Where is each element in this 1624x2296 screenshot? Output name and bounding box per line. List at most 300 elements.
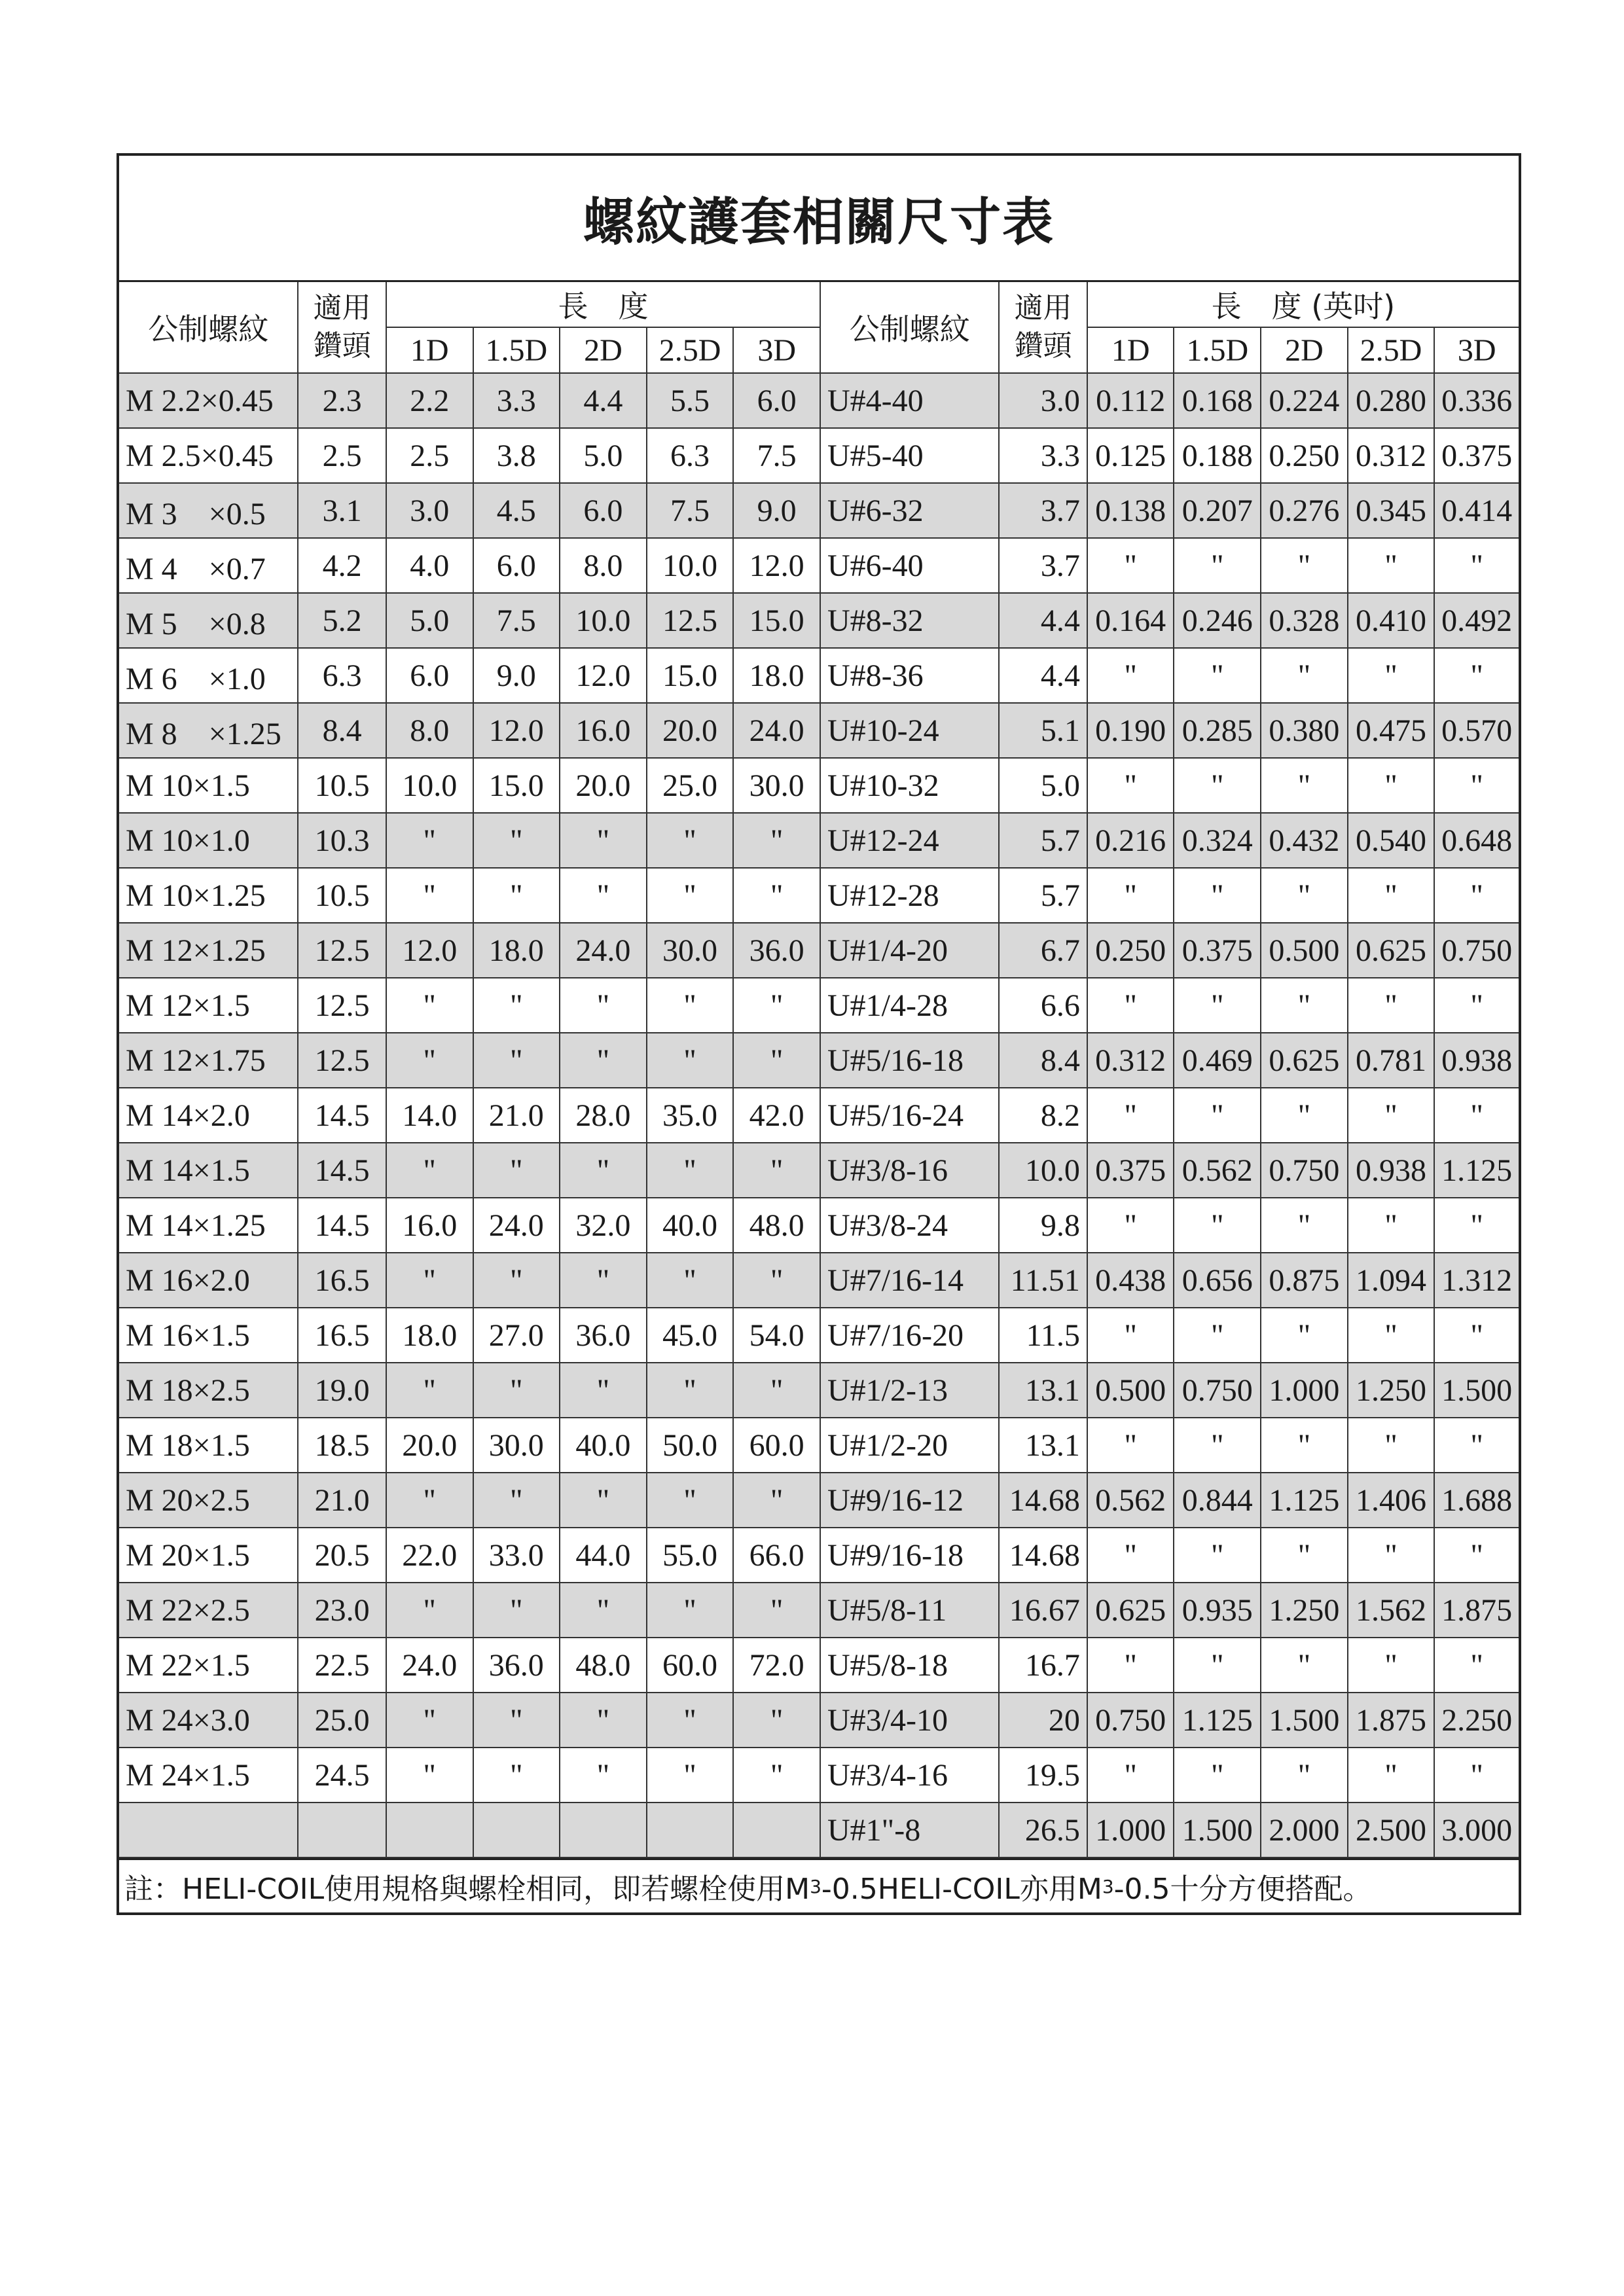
metric-thread-cell [119,1803,298,1857]
inch-length-cell: " [1261,1528,1348,1583]
metric-length-cell: " [733,1253,820,1308]
metric-length-cell [560,1803,647,1857]
inch-length-cell: 2.000 [1261,1803,1348,1857]
metric-length-cell: 8.0 [560,538,647,593]
unified-drill-cell: 3.3 [999,428,1087,483]
metric-drill-cell: 22.5 [298,1638,386,1693]
metric-length-cell: " [647,1143,734,1198]
metric-drill-cell: 10.5 [298,758,386,813]
metric-drill-cell: 18.5 [298,1418,386,1473]
table-row [119,428,1519,483]
inch-length-cell: 0.625 [1087,1583,1174,1638]
table-row [119,538,1519,593]
metric-length-cell: 24.0 [386,1638,473,1693]
metric-length-cell: 44.0 [560,1528,647,1583]
inch-length-cell: " [1087,648,1174,703]
metric-length-cell: " [647,868,734,923]
metric-drill-cell: 12.5 [298,978,386,1033]
inch-length-cell: " [1087,1308,1174,1363]
metric-drill-cell: 14.5 [298,1088,386,1143]
metric-drill-header [298,282,386,373]
unified-drill-cell: 4.4 [999,648,1087,703]
inch-length-cell: " [1348,648,1435,703]
inch-length-header: 長 度 (英吋) [1087,282,1519,327]
table-header [119,282,1519,373]
inch-length-cell: " [1174,978,1261,1033]
inch-length-cell: " [1348,1088,1435,1143]
inch-length-cell: 1.000 [1087,1803,1174,1857]
metric-length-cell: " [647,1583,734,1638]
unified-drill-cell: 3.7 [999,538,1087,593]
inch-length-cell: 0.414 [1434,483,1519,538]
metric-length-cell: 20.0 [647,703,734,758]
metric-length-cell: 15.0 [733,593,820,648]
metric-length-cell: 35.0 [647,1088,734,1143]
inch-length-cell: 1.688 [1434,1473,1519,1528]
inch-length-cell: 0.875 [1261,1253,1348,1308]
unified-drill-cell: 11.51 [999,1253,1087,1308]
inch-length-cell: " [1087,1418,1174,1473]
metric-thread-header: 公制螺紋 [119,282,298,373]
table-row [119,1583,1519,1638]
metric-thread-cell: M 8 ×1.25 [119,703,298,758]
table-row [119,1693,1519,1748]
metric-length-cell: 60.0 [647,1638,734,1693]
metric-length-cell: " [386,1473,473,1528]
inch-length-cell: " [1261,648,1348,703]
metric-thread-cell: M 14×2.0 [119,1088,298,1143]
unified-drill-cell: 10.0 [999,1143,1087,1198]
metric-length-cell: 18.0 [386,1308,473,1363]
inch-length-cell: " [1174,868,1261,923]
metric-length-cell: " [560,1033,647,1088]
inch-length-cell: 0.285 [1174,703,1261,758]
inch-length-cell: 0.750 [1087,1693,1174,1748]
unified-drill-cell: 6.6 [999,978,1087,1033]
metric-length-cell: " [560,1363,647,1418]
unified-thread-cell: U#8-36 [820,648,999,703]
unified-thread-cell: U#7/16-14 [820,1253,999,1308]
inch-length-cell: 0.112 [1087,373,1174,428]
table-row [119,1803,1519,1857]
table-row [119,703,1519,758]
inch-length-cell: " [1261,538,1348,593]
drill-header-line1: 適用 [1014,291,1072,325]
inch-length-cell: 0.625 [1261,1033,1348,1088]
metric-length-cell: 33.0 [473,1528,560,1583]
inch-length-cell: 0.938 [1348,1143,1435,1198]
metric-length-cell: " [386,978,473,1033]
inch-length-cell: 0.935 [1174,1583,1261,1638]
inch-length-cell: 0.336 [1434,373,1519,428]
inch-length-cell: 0.410 [1348,593,1435,648]
inch-length-cell: 0.125 [1087,428,1174,483]
inch-length-cell: " [1174,1748,1261,1803]
metric-thread-cell: M 16×1.5 [119,1308,298,1363]
inch-length-cell: " [1087,978,1174,1033]
metric-drill-cell: 16.5 [298,1253,386,1308]
metric-length-cell: " [386,1583,473,1638]
unified-drill-cell: 19.5 [999,1748,1087,1803]
inch-length-cell: " [1087,868,1174,923]
table-row [119,1528,1519,1583]
metric-length-cell: 40.0 [647,1198,734,1253]
metric-length-cell: 12.0 [560,648,647,703]
inch-length-cell: 1.000 [1261,1363,1348,1418]
metric-drill-cell: 2.5 [298,428,386,483]
inch-length-cell: " [1348,978,1435,1033]
table-row [119,1473,1519,1528]
metric-length-cell: " [386,1253,473,1308]
inch-length-cell: 0.164 [1087,593,1174,648]
inch-length-cell: " [1348,538,1435,593]
metric-drill-cell: 20.5 [298,1528,386,1583]
metric-length-cell: " [473,1748,560,1803]
unified-thread-cell: U#12-28 [820,868,999,923]
metric-length-cell: " [560,1583,647,1638]
unified-thread-cell: U#1/2-13 [820,1363,999,1418]
inch-length-cell: 0.570 [1434,703,1519,758]
inch-length-cell: 2.250 [1434,1693,1519,1748]
metric-length-cell: 10.0 [560,593,647,648]
metric-length-cell: 4.0 [386,538,473,593]
metric-length-cell: 18.0 [473,923,560,978]
inch-length-cell: " [1087,758,1174,813]
metric-thread-cell: M 20×2.5 [119,1473,298,1528]
unified-drill-cell: 16.67 [999,1583,1087,1638]
inch-length-cell: " [1434,758,1519,813]
inch-length-cell: " [1174,1528,1261,1583]
inch-length-cell: " [1348,1638,1435,1693]
inch-length-cell: 0.500 [1087,1363,1174,1418]
inch-length-cell: " [1434,1308,1519,1363]
inch-length-cell: 1.312 [1434,1253,1519,1308]
metric-length-cell: 72.0 [733,1638,820,1693]
inch-sub-header: 1.5D [1174,327,1261,373]
inch-length-cell: " [1087,1638,1174,1693]
drill-header-line2: 鑽頭 [313,329,371,363]
metric-length-cell: " [473,1693,560,1748]
unified-thread-cell: U#7/16-20 [820,1308,999,1363]
unified-thread-cell: U#3/4-10 [820,1693,999,1748]
inch-length-cell: " [1261,1088,1348,1143]
metric-length-cell: " [733,1143,820,1198]
metric-thread-cell: M 12×1.25 [119,923,298,978]
unified-drill-cell: 26.5 [999,1803,1087,1857]
table-row [119,813,1519,868]
inch-length-cell: " [1348,1528,1435,1583]
inch-length-cell: 1.500 [1434,1363,1519,1418]
inch-length-cell: " [1261,1308,1348,1363]
inch-length-cell: " [1087,1088,1174,1143]
metric-length-cell: 6.3 [647,428,734,483]
metric-thread-cell: M 24×1.5 [119,1748,298,1803]
metric-length-cell: " [386,1363,473,1418]
inch-length-cell: " [1434,1638,1519,1693]
inch-length-cell: 0.469 [1174,1033,1261,1088]
metric-length-cell: " [473,1253,560,1308]
metric-length-cell: " [560,868,647,923]
metric-length-cell: 22.0 [386,1528,473,1583]
metric-length-cell: " [386,1143,473,1198]
metric-thread-cell: M 18×2.5 [119,1363,298,1418]
inch-length-cell: 1.875 [1434,1583,1519,1638]
table-row [119,923,1519,978]
unified-drill-cell: 9.8 [999,1198,1087,1253]
metric-thread-cell: M 18×1.5 [119,1418,298,1473]
drill-header-line2: 鑽頭 [1014,329,1072,363]
metric-length-cell: " [560,978,647,1033]
unified-drill-cell: 14.68 [999,1528,1087,1583]
metric-length-cell: 50.0 [647,1418,734,1473]
note-subscript: 3 [810,1875,821,1897]
metric-length-cell: " [647,1748,734,1803]
metric-length-cell: 10.0 [647,538,734,593]
inch-length-cell: 0.190 [1087,703,1174,758]
metric-length-cell: " [733,1748,820,1803]
unified-thread-cell: U#1/4-28 [820,978,999,1033]
metric-length-cell: " [473,1583,560,1638]
metric-drill-cell: 24.5 [298,1748,386,1803]
inch-length-cell: " [1174,1088,1261,1143]
metric-thread-cell: M 10×1.5 [119,758,298,813]
metric-length-cell: " [473,868,560,923]
unified-drill-cell: 5.7 [999,868,1087,923]
inch-length-cell: " [1348,868,1435,923]
metric-length-cell: " [560,1473,647,1528]
metric-length-cell: 9.0 [733,483,820,538]
inch-length-cell: " [1348,1748,1435,1803]
metric-length-cell: " [733,1363,820,1418]
inch-length-cell: 1.500 [1174,1803,1261,1857]
inch-length-cell: 0.375 [1174,923,1261,978]
unified-drill-cell: 11.5 [999,1308,1087,1363]
metric-length-cell: 30.0 [647,923,734,978]
unified-drill-cell: 5.0 [999,758,1087,813]
metric-length-cell: 32.0 [560,1198,647,1253]
metric-length-cell: 27.0 [473,1308,560,1363]
unified-thread-header: 公制螺紋 [820,282,999,373]
unified-drill-cell: 6.7 [999,923,1087,978]
footnote [119,1858,1519,1912]
metric-length-cell: 36.0 [473,1638,560,1693]
metric-length-cell: " [733,1473,820,1528]
metric-length-cell: " [473,1033,560,1088]
metric-length-cell: " [473,978,560,1033]
metric-drill-cell: 25.0 [298,1693,386,1748]
metric-thread-cell: M 14×1.25 [119,1198,298,1253]
metric-length-cell: 12.0 [733,538,820,593]
unified-drill-cell: 14.68 [999,1473,1087,1528]
table-row [119,1638,1519,1693]
inch-length-cell: 1.406 [1348,1473,1435,1528]
unified-thread-cell: U#9/16-12 [820,1473,999,1528]
metric-length-cell: " [733,1583,820,1638]
metric-length-cell: 14.0 [386,1088,473,1143]
metric-length-cell: 55.0 [647,1528,734,1583]
table-row [119,648,1519,703]
metric-length-cell: 5.5 [647,373,734,428]
inch-length-cell: 0.432 [1261,813,1348,868]
metric-length-cell: " [560,1693,647,1748]
dimension-table [119,282,1519,1858]
metric-length-cell: 12.0 [473,703,560,758]
inch-sub-header: 3D [1434,327,1519,373]
note-subscript: 3 [1102,1875,1114,1897]
metric-length-cell: 7.5 [647,483,734,538]
inch-length-cell: 0.380 [1261,703,1348,758]
metric-length-cell: " [647,1473,734,1528]
inch-length-cell: " [1434,1088,1519,1143]
metric-length-cell: 30.0 [473,1418,560,1473]
metric-drill-cell: 4.2 [298,538,386,593]
table-row [119,1088,1519,1143]
inch-length-cell: 0.562 [1087,1473,1174,1528]
unified-thread-cell: U#8-32 [820,593,999,648]
table-row [119,593,1519,648]
metric-sub-header: 2D [560,327,647,373]
inch-length-cell: 0.625 [1348,923,1435,978]
metric-drill-cell: 2.3 [298,373,386,428]
inch-length-cell: 0.246 [1174,593,1261,648]
metric-length-cell: 48.0 [733,1198,820,1253]
metric-length-cell: 3.8 [473,428,560,483]
table-row [119,1198,1519,1253]
inch-length-cell: 0.250 [1261,428,1348,483]
metric-length-cell: " [560,1748,647,1803]
inch-length-cell: " [1174,648,1261,703]
unified-thread-cell: U#12-24 [820,813,999,868]
inch-length-cell: 0.276 [1261,483,1348,538]
table-row [119,373,1519,428]
inch-length-cell: 0.250 [1087,923,1174,978]
inch-length-cell: 0.375 [1434,428,1519,483]
metric-drill-cell: 14.5 [298,1143,386,1198]
inch-length-cell: " [1434,1528,1519,1583]
inch-length-cell: " [1087,1528,1174,1583]
inch-length-cell: 1.125 [1174,1693,1261,1748]
inch-length-cell: 1.094 [1348,1253,1435,1308]
metric-length-cell: 8.0 [386,703,473,758]
metric-thread-cell: M 24×3.0 [119,1693,298,1748]
inch-length-cell: " [1348,1198,1435,1253]
metric-thread-cell: M 2.2×0.45 [119,373,298,428]
inch-length-cell: " [1434,1418,1519,1473]
metric-drill-cell: 14.5 [298,1198,386,1253]
metric-length-cell: 2.2 [386,373,473,428]
metric-length-cell: 6.0 [733,373,820,428]
metric-length-cell: " [733,868,820,923]
metric-length-cell: 20.0 [386,1418,473,1473]
inch-length-cell: 1.562 [1348,1583,1435,1638]
table-row [119,758,1519,813]
inch-length-cell: " [1174,758,1261,813]
inch-length-cell: " [1348,1308,1435,1363]
metric-thread-cell: M 12×1.75 [119,1033,298,1088]
metric-length-cell: 42.0 [733,1088,820,1143]
metric-length-cell: 66.0 [733,1528,820,1583]
metric-length-cell: 25.0 [647,758,734,813]
metric-sub-header: 1.5D [473,327,560,373]
metric-length-cell: " [647,1033,734,1088]
metric-length-cell: " [473,1363,560,1418]
inch-length-cell: " [1174,1638,1261,1693]
inch-length-cell: 0.844 [1174,1473,1261,1528]
inch-length-cell: 0.216 [1087,813,1174,868]
unified-thread-cell: U#5/8-11 [820,1583,999,1638]
unified-drill-cell: 4.4 [999,593,1087,648]
metric-drill-cell: 21.0 [298,1473,386,1528]
metric-length-cell: 5.0 [560,428,647,483]
inch-length-cell: " [1174,1418,1261,1473]
note-prefix: 註：HELI-COIL使用規格與螺栓相同，即若螺栓使用M [124,1873,810,1906]
metric-length-cell [647,1803,734,1857]
metric-length-cell: " [647,1693,734,1748]
inch-length-cell: " [1261,978,1348,1033]
metric-length-cell: " [733,813,820,868]
unified-thread-cell: U#3/8-24 [820,1198,999,1253]
metric-length-cell: " [473,1473,560,1528]
unified-thread-cell: U#10-24 [820,703,999,758]
metric-drill-cell: 19.0 [298,1363,386,1418]
inch-length-cell: " [1087,1748,1174,1803]
inch-length-cell: 0.540 [1348,813,1435,868]
metric-length-cell: 3.0 [386,483,473,538]
metric-length-cell: 36.0 [560,1308,647,1363]
inch-sub-header: 2D [1261,327,1348,373]
metric-length-cell: 21.0 [473,1088,560,1143]
unified-drill-cell: 8.4 [999,1033,1087,1088]
metric-length-cell: 30.0 [733,758,820,813]
inch-length-cell: 1.125 [1434,1143,1519,1198]
unified-thread-cell: U#1/4-20 [820,923,999,978]
inch-length-cell: 0.324 [1174,813,1261,868]
metric-length-cell [386,1803,473,1857]
metric-length-cell: " [386,1748,473,1803]
metric-length-cell: " [473,813,560,868]
unified-drill-cell: 3.7 [999,483,1087,538]
metric-length-cell: 6.0 [473,538,560,593]
table-row [119,1253,1519,1308]
unified-drill-cell: 5.1 [999,703,1087,758]
metric-length-cell: 9.0 [473,648,560,703]
metric-length-header: 長 度 [386,282,820,327]
metric-length-cell: " [647,1363,734,1418]
inch-length-cell: " [1434,978,1519,1033]
inch-length-cell: " [1261,1748,1348,1803]
inch-length-cell: 2.500 [1348,1803,1435,1857]
inch-length-cell: " [1261,1198,1348,1253]
unified-thread-cell: U#5/8-18 [820,1638,999,1693]
table-row [119,978,1519,1033]
unified-drill-cell: 8.2 [999,1088,1087,1143]
metric-length-cell: 36.0 [733,923,820,978]
metric-thread-cell: M 3 ×0.5 [119,483,298,538]
metric-length-cell: 12.0 [386,923,473,978]
metric-length-cell: 18.0 [733,648,820,703]
metric-drill-cell: 12.5 [298,1033,386,1088]
metric-length-cell: 24.0 [560,923,647,978]
metric-length-cell: 6.0 [560,483,647,538]
metric-length-cell: 40.0 [560,1418,647,1473]
inch-length-cell: " [1261,1638,1348,1693]
inch-length-cell: 0.475 [1348,703,1435,758]
size-table-sheet [117,153,1521,1915]
metric-sub-header: 2.5D [647,327,734,373]
metric-thread-cell: M 10×1.25 [119,868,298,923]
inch-length-cell: 0.500 [1261,923,1348,978]
metric-drill-cell: 5.2 [298,593,386,648]
